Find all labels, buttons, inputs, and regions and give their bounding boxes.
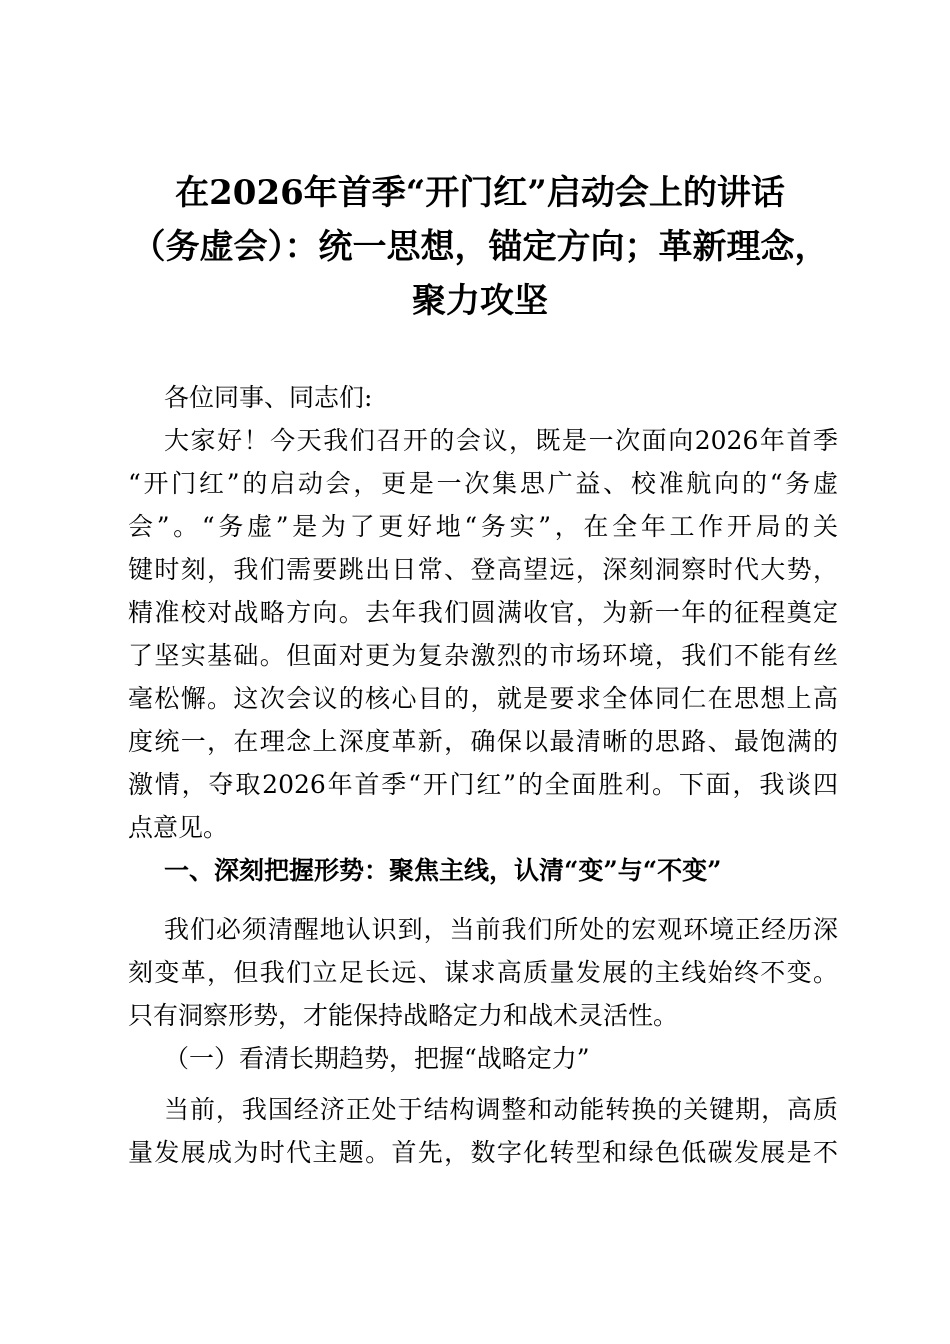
text-line: 大家好！今天我们召开的会议，既是一次面向2026年首季 — [164, 426, 838, 455]
section-paragraph — [128, 908, 838, 1037]
text-line: 我们必须清醒地认识到，当前我们所处的宏观环境正经历深 — [164, 915, 838, 944]
intro-paragraph — [128, 419, 838, 849]
title-line: 在2026年首季“开门红”启动会上的讲话 — [175, 173, 785, 213]
text-line: 了坚实基础。但面对更为复杂激烈的市场环境，我们不能有丝 — [128, 641, 838, 670]
document-body — [128, 376, 838, 1174]
title-line: （务虚会）：统一思想，锚定方向；革新理念， — [131, 227, 829, 267]
text-line: 点意见。 — [128, 813, 229, 842]
text-line: 量发展成为时代主题。首先，数字化转型和绿色低碳发展是不 — [128, 1138, 838, 1167]
text-line: 键时刻，我们需要跳出日常、登高望远，深刻洞察时代大势， — [128, 555, 838, 584]
text-line: “开门红”的启动会，更是一次集思广益、校准航向的“务虚 — [128, 469, 838, 498]
text-line: 只有洞察形势，才能保持战略定力和战术灵活性。 — [128, 1001, 679, 1030]
salutation: 各位同事、同志们: — [164, 383, 373, 412]
subsection-paragraph — [128, 1088, 838, 1174]
text-line: 刻变革，但我们立足长远、谋求高质量发展的主线始终不变。 — [128, 958, 838, 987]
subsection-heading: （一）看清长期趋势，把握“战略定力” — [164, 1044, 590, 1073]
title-line: 聚力攻坚 — [412, 281, 548, 321]
text-line: 毫松懈。这次会议的核心目的，就是要求全体同仁在思想上高 — [128, 684, 838, 713]
section-heading: 一、深刻把握形势：聚焦主线，认清“变”与“不变” — [164, 856, 722, 885]
text-line: 度统一，在理念上深度革新，确保以最清晰的思路、最饱满的 — [128, 727, 838, 756]
text-line: 会”。“务虚”是为了更好地“务实”，在全年工作开局的关 — [128, 512, 838, 541]
document-title — [120, 166, 840, 328]
text-line: 当前，我国经济正处于结构调整和动能转换的关键期，高质 — [164, 1095, 838, 1124]
text-line: 激情，夺取2026年首季“开门红”的全面胜利。下面，我谈四 — [128, 770, 838, 799]
text-line: 精准校对战略方向。去年我们圆满收官，为新一年的征程奠定 — [128, 598, 838, 627]
